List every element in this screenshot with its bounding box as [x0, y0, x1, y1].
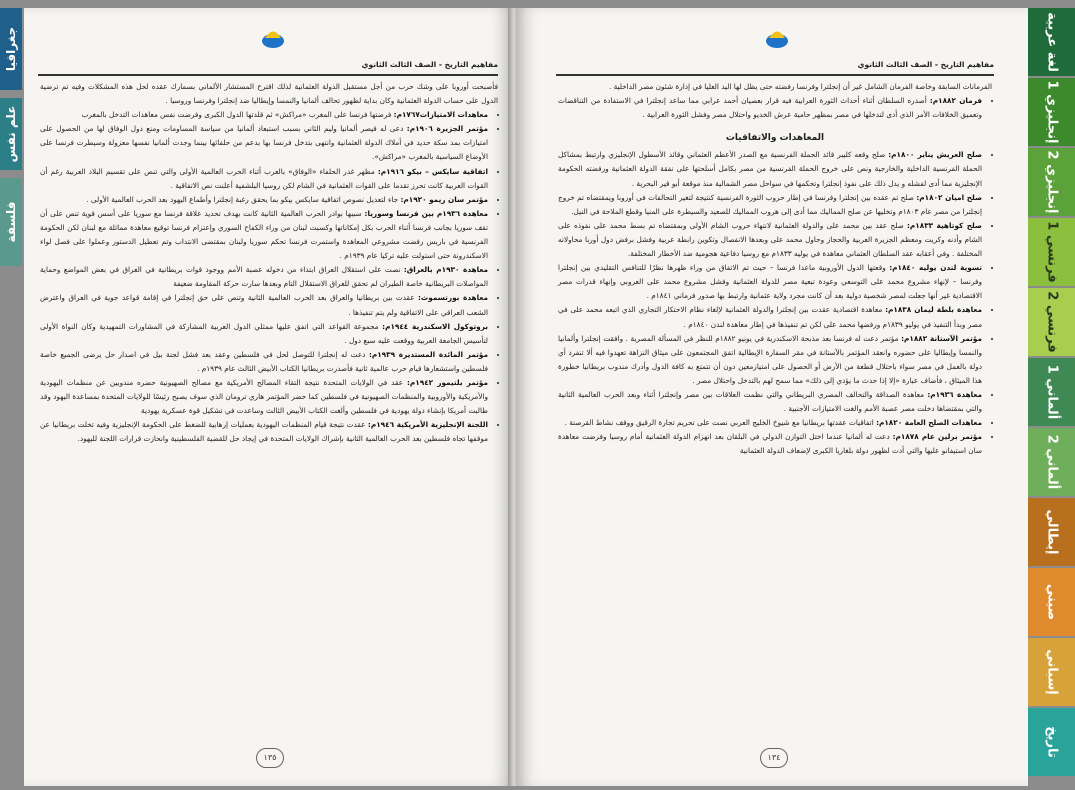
- tab-subject[interactable]: [0, 178, 22, 266]
- tab-label: إنجليزي 1: [1044, 80, 1059, 144]
- left-page-text: [40, 80, 498, 446]
- item-text: جاء لتعديل نصوص اتفاقية سايكس بيكو بما يحقق رغبة إنجلترا وأطماع اليهود بعد الحرب العالمية الأولى .: [86, 194, 401, 204]
- tab-label: فرنسي 2: [1044, 291, 1059, 353]
- tab-subject[interactable]: [1028, 288, 1075, 356]
- tab-subject[interactable]: [1028, 78, 1075, 146]
- item-term: معاهدة ١٩٣٠م بالعراق:: [403, 265, 488, 275]
- item-text: صلح وقعه كليبر قائد الحملة الفرنسية مع الصدر الأعظم العثماني وقائد الأسطول الإنجليزي وارتبط بمشاكل الحملة الفرنسية الداخلية والخارجية ونص على خروج الحملة الفرنسية من مصر بكامل أسلحتها على نفقة الدولة العثمانية ورفضته الحكومة الإنجليزية مما أدى لفشله و يدل ذلك على نفوذ إنجلترا وتحكمها في سواحل مصر الشمالية منذ موقعة أبو قير البحرية .: [558, 150, 982, 188]
- header-title: مفاهيم التاريخ - الصف الثالث الثانوي: [857, 60, 994, 69]
- item-term: مؤتمر برلين عام ١٨٧٨م:: [892, 432, 982, 442]
- list-item: [40, 263, 488, 291]
- list-item: [40, 376, 488, 418]
- tab-label: علم نفس: [4, 105, 18, 163]
- page-number: ١٣٤: [760, 748, 788, 768]
- list-item: [558, 430, 982, 458]
- right-page: [516, 8, 1028, 786]
- item-text: معاهدة الصداقة والتحالف المصري البريطاني والتي نظمت العلاقات بين مصر وإنجلترا أثناء وبعد الحرب العالمية الثانية والتي بمقتضاها دخلت مصر عصبة الأمم والغت الامتيازات الأجنبية .: [558, 389, 982, 414]
- tab-label: لغة عربية: [1044, 12, 1059, 72]
- tab-label: إسباني: [1044, 649, 1059, 695]
- list-item: [558, 191, 982, 219]
- item-term: معاهدة ١٩٣٦م:: [927, 389, 982, 399]
- decree-list: [558, 94, 992, 122]
- item-term: معاهدات الامتيازات١٧٦٧م:: [393, 110, 488, 120]
- item-text: عقدت نتيجة قيام المنظمات اليهودية بعمليات إرهابية للضغط على الحكومة الإنجليزية وفيه تخلت بريطانيا عن موقفها تجاه فلسطين بعد الحرب العالمية الثانية بإشراك الولايات المتحدة في إيجاد حل للقضية الفلسطينية وانحازت قرارات اللجنة لليهود.: [40, 420, 488, 444]
- list-item: [558, 94, 982, 122]
- item-term: فرمان ١٨٨٢م:: [929, 96, 983, 106]
- header-divider: [38, 74, 498, 76]
- page-number: ١٣٥: [256, 748, 284, 768]
- tab-subject[interactable]: [1028, 148, 1075, 216]
- tab-label: جغرافيا: [4, 26, 18, 72]
- list-item: [558, 148, 982, 190]
- item-text: دعت له إنجلترا للتوصل لحل في فلسطين وعقد بعد فشل لجنة بيل في اصدار حل يرضى الجميع خاصة فلسطين واستشعارها قيام حرب عالمية ثانية فأصدرت بريطانيا الكتاب الأبيض الثالث عام ١٩٣٩م .: [40, 349, 488, 373]
- list-item: [558, 303, 982, 331]
- tab-subject[interactable]: [1028, 358, 1075, 426]
- tab-label: فلسفة: [4, 201, 18, 243]
- section-heading: المعاهدات والاتفاقيات: [725, 133, 825, 144]
- item-term: صلح كوتاهية ١٨٣٣م:: [907, 220, 982, 230]
- item-term: معاهدة ١٩٣٦م بين فرنسا وسوريا:: [364, 208, 489, 218]
- tab-subject[interactable]: [1028, 218, 1075, 286]
- item-text: عقدت بين بريطانيا والعراق بعد الحرب العالمية الثانية وتنص على حق إنجلترا في إقامة قواعد جوية في العراق واعترض الشعب العراقي على الاتفاقية ولم يتم تنفيذها .: [40, 293, 488, 317]
- list-item: [40, 418, 488, 446]
- intro-paragraph: فأصبحت أوروبا على وشك حرب من أجل مستقبل الدولة العثمانية لذلك اقترح المستشار الألماني بسمارك عقده لحل هذه المشكلات وفيه تم ترضية الدول على حساب الدولة العثمانية وكان بداية لظهور تحالف ألمانيا والنمسا وإيطاليا ضد إنجلترا وفرنسا وروسيا .: [40, 82, 498, 106]
- item-text: صلح تم عقده بين إنجلترا وفرنسا في إطار حروب الثورة الفرنسية كنتيجة لتغير التحالفات في أوروبا ويمقتضاه تم خروج إنجلترا من مصر عام ١٨٠٣م وتخليها عن صلح المماليك مما أدى إلى هروب المماليك للصعيد والسيطرة على المنيا وقطع الملاحة في النيل.: [558, 192, 982, 216]
- item-term: معاهدات الصلح العامة ١٨٢٠م:: [876, 418, 982, 428]
- header-title: مفاهيم التاريخ - الصف الثالث الثانوي: [361, 60, 498, 69]
- item-text: فرضتها فرنسا على المغرب «مراكش» ثم قلدتها الدول الكبرى وفرضت نفس معاهدات التدخل بالمغرب: [81, 110, 394, 120]
- list-item: [558, 416, 982, 430]
- tab-subject[interactable]: [1028, 638, 1075, 706]
- item-term: معاهدة بورتسموث:: [418, 293, 488, 303]
- item-text: مظهر غدر الحلفاء «الوفاق» بالعرب أثناء الحرب العالمية الأولى والتي تنص على تقسيم البلاد العربية رغم أن القوات العربية كانت تحرز تقدما على القوات العثمانية في الشام لكن روسيا البلشفية أعلنت نص الاتفاقية .: [40, 166, 488, 190]
- list-item: [40, 320, 488, 348]
- tab-subject[interactable]: [0, 98, 22, 170]
- item-term: مؤتمر الآستانة ١٨٨٢م:: [901, 333, 983, 343]
- item-text: وقعتها الدول الأوروبية ماعدا فرنسا – حيث تم الاتفاق من وراء ظهرها نظرًا للتنافس التقليدي بين إنجلترا وفرنسا – لإنهاء مشروع محمد على التوسعي وعودة تبعية مصر للدولة العثمانية وفشل مشروع محمد على العروبي وإنهاء قدرات مصر الاقتصادية غير أنها جعلت لمصر شخصية دولية بعد أن كانت مجرد ولاية عثمانية وارتبط بها صدور فرماني ١٨٤١م .: [558, 263, 982, 301]
- item-text: اتفاقيات عقدتها بريطانيا مع شيوخ الخليج العربي نصت على تحريم تجارة الرقيق ووقف نشاط القرصنة .: [564, 418, 877, 428]
- tab-subject[interactable]: [1028, 8, 1075, 76]
- treaty-list: [558, 148, 992, 458]
- item-text: صلح عقد بين محمد على والدولة العثمانية لانتهاء حروب الشام الأولى وبمقتضاه تم بسط محمد على نفوذه على الشام وأدنه وكريت ومعظم الجزيرة العربية والحجاز وحاول محمد على وبعدها الانفصال وتكوين رابطة عربية وفشل برفض دول أوربا محاولاته المختلفة . وفي أعقابه عقد السلطان العثماني معاهدة في يوليه ١٨٣٣م مع روسيا دفاعية هجومية ضد الأخطار المختلفة.: [558, 220, 982, 259]
- list-item: [558, 219, 982, 261]
- publisher-logo-icon: [764, 24, 790, 50]
- treaty-list: [40, 108, 498, 446]
- item-term: بروتوكول الاسكندرية ١٩٤٤م:: [382, 321, 488, 331]
- tab-label: ألماني 2: [1044, 434, 1059, 490]
- left-page: [24, 8, 512, 786]
- list-item: [558, 332, 982, 388]
- item-term: تسوية لندن يوليه ١٨٤٠م:: [889, 263, 982, 273]
- list-item: [40, 207, 488, 263]
- item-text: عقد في الولايات المتحدة نتيجة التقاء المصالح الأمريكية مع مصالح الصهيونية حضره مندوبين عن منظمات اليهودية والأمريكية والأوروبية والمنظمات الصهيونية في فلسطين كما حضر المؤتمر هاري ترومان الذي سوف يصبح رئيسًا للولايات المتحدة بمساعدة اليهود وقد طالبت أمريكا بإنشاء دولة يهودية في فلسطين وألغت الكتاب الأبيض الثالث وساعدت في تشكيل قوة عسكرية يهودية: [40, 377, 488, 416]
- item-term: صلح اميان ١٨٠٢م:: [916, 192, 982, 202]
- item-text: مجموعة القواعد التي اتفق عليها ممثلي الدول العربية المشاركة في المشاورات التمهيدية وكان النواة الأولى لتأسيس الجامعة العربية ووقعت عليه سبع دول .: [40, 321, 488, 345]
- list-item: [40, 291, 488, 319]
- item-term: مؤتمر المائدة المستديرة ١٩٣٩م:: [368, 349, 488, 359]
- header-divider: [556, 74, 994, 76]
- item-term: اتفاقية سايكس – بيكو ١٩١٦م:: [377, 166, 488, 176]
- tab-subject[interactable]: [1028, 498, 1075, 566]
- item-term: مؤتمر بلتيمور ١٩٤٢م:: [407, 377, 489, 387]
- item-term: صلح العريش يناير ١٨٠٠م:: [888, 150, 982, 160]
- tab-subject[interactable]: [1028, 708, 1075, 776]
- item-term: معاهدة بلطة ليمان ١٨٣٨م:: [885, 305, 982, 315]
- list-item: [40, 348, 488, 376]
- list-item: [40, 165, 488, 193]
- right-page-text: [558, 80, 992, 458]
- tab-subject[interactable]: [1028, 568, 1075, 636]
- tab-subject[interactable]: [1028, 428, 1075, 496]
- list-item: [40, 122, 488, 164]
- item-text: مؤتمر دعت له فرنسا بعد مذبحة الاسكندرية في يونيو ١٨٨٢م للنظر في المسألة المصرية . وافقت إنجلترا وألمانيا والنمسا وإيطاليا على حضوره وانعقد المؤتمر بالآستانة في مقر السفارة الإيطالية اتفق المجتمعون على ميثاق النزاهة تعهدوا فيه ألا تنفرد أي دولة بالعمل في مصر سواء باحتلال قطعة من الأرض أو الحصول على امتيازمعين دون أن تتمتع به كافة الدول وأدرك مندوب بريطانيا خطورة هذا الميثاق ، فأضاف عبارة «إلا إذا حدث ما يؤدي إلى ذلك» مما سمح لهم بالتدخل واحتلال مصر .: [558, 333, 982, 385]
- tab-label: تاريخ: [1044, 726, 1059, 758]
- item-text: دعت له ألمانيا عندما اختل التوازن الدولي في البلقان بعد انهزام الدولة العثمانية أمام روسيا وفرضت معاهدة سان استيفانو عليها والتي أدت لظهور دولة بلغاريا الكبرى لإضعاف الدولة العثمانية: [558, 432, 982, 456]
- list-item: [40, 108, 488, 122]
- item-text: سببها بوادر الحرب العالمية الثانية كانت بهدف تحديد علاقة فرنسا مع سوريا على أسس قوية تنص على أن تقف سوريا بجانب فرنسا أثناء الحرب بكل إمكاناتها وكسبت لبنان من وراء الكفاح السوري وإعتزام فرنسا توقيع معاهدة مماثلة مع لبنان لكن الحكومة الفرنسية في باريس رفضت مشروعي المعاهدة واستمرت فرنسا تحكم سوريا ولبنان بمقتضى الانتداب وتم تعطيل الدستور وعملوا على فصل لواء الاسكندرونة حتى استولت عليه تركيا عام ١٩٣٩م .: [40, 208, 488, 261]
- tab-label: إنجليزي 2: [1044, 150, 1059, 214]
- list-item: [558, 388, 982, 416]
- intro-paragraph: الفرمانات السابقة وخاصة الفرمان الشامل غير أن إنجلترا وفرنسا رفضته حتى يظل لها اليد العليا في إدارة شئون مصر الداخلية .: [608, 82, 992, 91]
- publisher-logo-icon: [260, 24, 286, 50]
- tab-label: صيني: [1044, 583, 1059, 621]
- tab-subject[interactable]: [0, 8, 22, 90]
- item-text: دعى له قيصر ألمانيا وليم الثاني بسبب استبعاد ألمانيا من سياسة المساومات ومنع دول الوفاق لها من الحصول على امتيازات بمد سكة حديد في أملاك الدولة العثمانية وانتهى بتدخل فرنسا بها بدعم من حلفائها بينما وجدت ألمانيا نفسها معزولة وسيطرت فرنسا على الأوضاع السياسية بالمغرب «مراكش».: [40, 124, 488, 162]
- item-term: مؤتمر الجزيرة ١٩٠٦م:: [406, 124, 488, 134]
- item-term: مؤتمر سان ريمو ١٩٢٠م:: [400, 194, 488, 204]
- item-text: أصدره السلطان أثناء أحداث الثورة العرابية فيه قرار بعصيان أحمد عرابي مما ساعد إنجلترا في الاستفادة من التناقضات وتعميق الخلافات الأمر الذي أدى لتدخلها في مصر بمظهر حامية عرش الخديو واحتلال مصر وفشل الثورة العرابية .: [558, 96, 982, 120]
- tab-label: فرنسي 1: [1044, 221, 1059, 283]
- list-item: [40, 193, 488, 207]
- list-item: [558, 261, 982, 303]
- item-term: اللجنة الإنجليزية الأمريكية ١٩٤٦م:: [367, 420, 488, 430]
- tab-label: إيطالي: [1044, 509, 1059, 555]
- tab-label: ألماني 1: [1044, 364, 1059, 420]
- item-text: نصت على استقلال العراق ابتداء من دخوله عصبة الأمم ووجود قوات بريطانية في العراق في بعض المواضع وحماية المواصلات البريطانية خاصة الطيران لم تحقق للعراق الاستقلال التام وبعدها سارت حركة المقاومة ضعيفة: [40, 265, 488, 289]
- item-text: معاهدة اقتصادية عقدت بين إنجلترا والدولة العثمانية لإلغاء نظام الاحتكار التجاري الذي اتبعه محمد على في مصر وبدأ التنفيذ في يوليو ١٨٣٩م ورفضها محمد على لكن تم تنفيذها في إطار معاهدة لندن ١٨٤٠م .: [558, 305, 982, 329]
